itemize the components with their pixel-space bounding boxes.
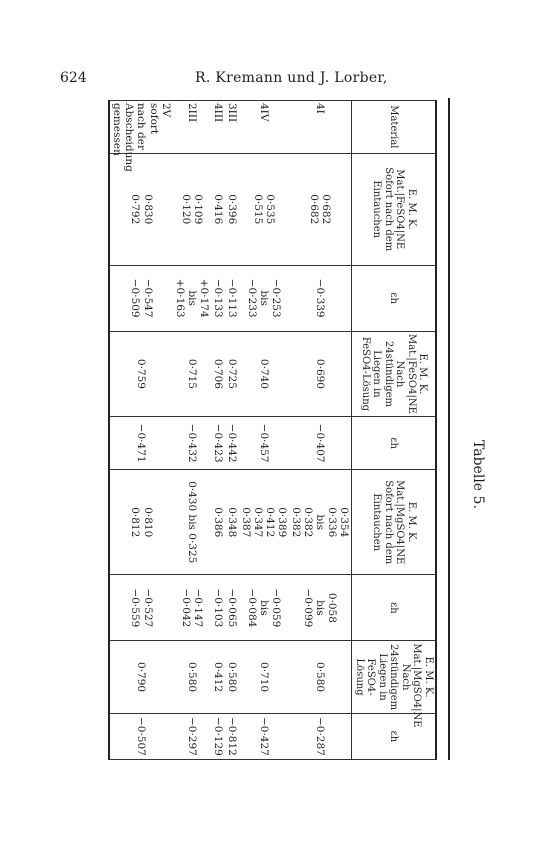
col-header-eh-2: εh <box>352 417 436 470</box>
cell-value: 0·515 <box>252 194 265 225</box>
col-header-emk-feso4-24h: E. M. K. Mat.|FeSO4|NE Nach 24stündigem Liegen in FeSO4-Lösung <box>352 331 436 417</box>
cell-value: 0·396 <box>225 194 238 225</box>
cell-value: −0·527 <box>141 588 154 628</box>
cell-value: 0·682 <box>320 194 333 225</box>
table-caption: Tabelle 5. <box>470 440 486 509</box>
cell-value: bis <box>314 600 327 616</box>
cell-c6 <box>239 575 289 641</box>
cell-c5 <box>173 470 211 575</box>
cell-material: 2V sofort nach der Abscheidung gemessen <box>109 101 172 154</box>
cell-value: 0·580 <box>225 662 238 693</box>
cell-value: 0·706 <box>211 358 224 389</box>
cell-value: 0·412 <box>264 507 277 538</box>
cell-c1 <box>211 153 225 265</box>
cell-c4 <box>225 417 239 470</box>
cell-value: 0·120 <box>179 194 192 225</box>
cell-value: −0·547 <box>141 278 154 318</box>
cell-value: −0·559 <box>129 588 142 628</box>
cell-value: −0·099 <box>302 588 315 628</box>
cell-value: 0·682 <box>308 194 321 225</box>
cell-c4 <box>211 417 225 470</box>
cell-value: 0·382 <box>290 507 303 538</box>
cell-c6 <box>289 575 352 641</box>
table-row <box>211 101 225 760</box>
cell-c6 <box>173 575 211 641</box>
cell-c7 <box>109 641 172 713</box>
cell-material: 3III <box>225 101 239 154</box>
cell-c2 <box>239 265 289 331</box>
cell-value: 0·336 <box>326 507 339 538</box>
cell-c1 <box>173 153 211 265</box>
cell-material: 4III <box>211 101 225 154</box>
cell-value: 0·535 <box>264 194 277 225</box>
cell-value: 0·109 <box>191 194 204 225</box>
col-header-eh-4: εh <box>352 713 436 759</box>
cell-c2 <box>211 265 225 331</box>
cell-c8 <box>239 713 289 759</box>
cell-value: bis <box>314 514 327 530</box>
cell-c6 <box>225 575 239 641</box>
cell-c6 <box>211 575 225 641</box>
cell-value: −0·812 <box>225 716 238 756</box>
cell-value: 0·580 <box>314 662 327 693</box>
cell-value: 0·416 <box>211 194 224 225</box>
cell-value: −0·253 <box>270 278 283 318</box>
cell-value: 0·690 <box>314 358 327 389</box>
cell-value: −0·129 <box>211 716 224 756</box>
header-rule <box>448 98 450 760</box>
cell-value: +0·174 <box>197 278 210 318</box>
cell-value: −0·297 <box>185 716 198 756</box>
cell-value: 0·715 <box>185 358 198 389</box>
cell-c2 <box>109 265 172 331</box>
cell-c4 <box>173 417 211 470</box>
cell-c2 <box>289 265 352 331</box>
cell-value: −0·147 <box>191 588 204 628</box>
cell-value: bis <box>258 600 271 616</box>
cell-value: −0·509 <box>129 278 142 318</box>
cell-c3 <box>225 331 239 417</box>
cell-value: −0·113 <box>225 278 238 318</box>
cell-value: 0·740 <box>258 358 271 389</box>
cell-c5 <box>211 470 225 575</box>
cell-c8 <box>289 713 352 759</box>
cell-value: −0·457 <box>258 423 271 463</box>
table-row <box>225 101 239 760</box>
cell-value: 0·387 <box>240 507 252 538</box>
cell-value: 0·058 <box>326 592 339 623</box>
cell-value: 0·812 <box>129 507 142 538</box>
cell-value: −0·042 <box>179 588 192 628</box>
cell-c4 <box>289 417 352 470</box>
col-header-emk-mgso4-sofort: E. M. K. Mat.|MgSO4|NE Sofort nach dem Eintauchen <box>352 470 436 575</box>
cell-c8 <box>173 713 211 759</box>
cell-value: 0·430 bis 0·325 <box>185 481 198 564</box>
cell-value: −0·065 <box>225 588 238 628</box>
table-header-row <box>352 101 436 760</box>
col-header-material: Material <box>352 101 436 154</box>
cell-c4 <box>109 417 172 470</box>
cell-value: −0·084 <box>246 588 259 628</box>
cell-c3 <box>211 331 225 417</box>
page-number: 624 <box>60 70 87 86</box>
cell-c1 <box>109 153 172 265</box>
cell-c5 <box>109 470 172 575</box>
cell-c8 <box>211 713 225 759</box>
cell-c7 <box>211 641 225 713</box>
cell-material: 2III <box>173 101 211 154</box>
cell-value: −0·287 <box>314 716 327 756</box>
cell-c7 <box>173 641 211 713</box>
table-row <box>289 101 352 760</box>
table-row <box>173 101 211 760</box>
cell-value: −0·059 <box>270 588 283 628</box>
cell-value: 0·790 <box>135 662 148 693</box>
cell-value: −0·432 <box>185 423 198 463</box>
cell-c1 <box>225 153 239 265</box>
cell-c5 <box>225 470 239 575</box>
cell-material: 4IV <box>239 101 289 154</box>
cell-c6 <box>109 575 172 641</box>
col-header-emk-mgso4-24h: E. M. K. Mat.|MgSO4|NE Nach 24stündigem Liegen in FeSO4-Lösung <box>352 641 436 713</box>
running-head: R. Kremann und J. Lorber, <box>195 70 388 86</box>
cell-c3 <box>173 331 211 417</box>
cell-value: 0·759 <box>135 358 148 389</box>
col-header-eh-3: εh <box>352 575 436 641</box>
cell-c3 <box>109 331 172 417</box>
cell-value: 0·580 <box>185 662 198 693</box>
cell-value: bis <box>185 290 198 306</box>
cell-value: −0·103 <box>211 588 224 628</box>
col-header-emk-feso4-sofort: E. M. K. Mat.|FeSO4|NE Sofort nach dem Eintauchen <box>352 153 436 265</box>
cell-c2 <box>173 265 211 331</box>
cell-value: 0·710 <box>258 662 271 693</box>
cell-value: 0·382 <box>302 507 315 538</box>
cell-value: 0·347 <box>252 507 265 538</box>
cell-c5 <box>239 470 289 575</box>
cell-c2 <box>225 265 239 331</box>
col-header-eh-1: εh <box>352 265 436 331</box>
cell-material: 4I <box>289 101 352 154</box>
cell-value: −0·407 <box>314 423 327 463</box>
cell-value: 0·810 <box>141 507 154 538</box>
cell-c8 <box>225 713 239 759</box>
cell-value: −0·507 <box>135 716 148 756</box>
data-table <box>108 100 437 760</box>
cell-value: 0·348 <box>225 507 238 538</box>
table-body <box>109 101 352 760</box>
cell-c7 <box>239 641 289 713</box>
cell-value: 0·354 <box>338 507 351 538</box>
cell-c1 <box>239 153 289 265</box>
cell-value: 0·725 <box>225 358 238 389</box>
cell-value: 0·830 <box>141 194 154 225</box>
cell-c1 <box>289 153 352 265</box>
cell-c3 <box>289 331 352 417</box>
cell-c5 <box>289 470 352 575</box>
cell-value: −0·233 <box>246 278 259 318</box>
cell-c4 <box>239 417 289 470</box>
cell-value: +0·163 <box>173 278 186 318</box>
cell-c7 <box>289 641 352 713</box>
cell-value: 0·389 <box>276 507 289 538</box>
cell-c7 <box>225 641 239 713</box>
cell-value: −0·442 <box>225 423 238 463</box>
table-5 <box>112 100 437 760</box>
cell-value: 0·412 <box>211 662 224 693</box>
cell-value: −0·427 <box>258 716 271 756</box>
cell-c3 <box>239 331 289 417</box>
cell-value: −0·339 <box>314 278 327 318</box>
table-row <box>239 101 289 760</box>
cell-value: −0·423 <box>211 423 224 463</box>
cell-value: −0·133 <box>211 278 224 318</box>
cell-value: −0·471 <box>135 423 148 463</box>
cell-c8 <box>109 713 172 759</box>
cell-value: 0·386 <box>211 507 224 538</box>
table-row <box>109 101 172 760</box>
cell-value: 0·792 <box>129 194 142 225</box>
cell-value: bis <box>258 290 271 306</box>
